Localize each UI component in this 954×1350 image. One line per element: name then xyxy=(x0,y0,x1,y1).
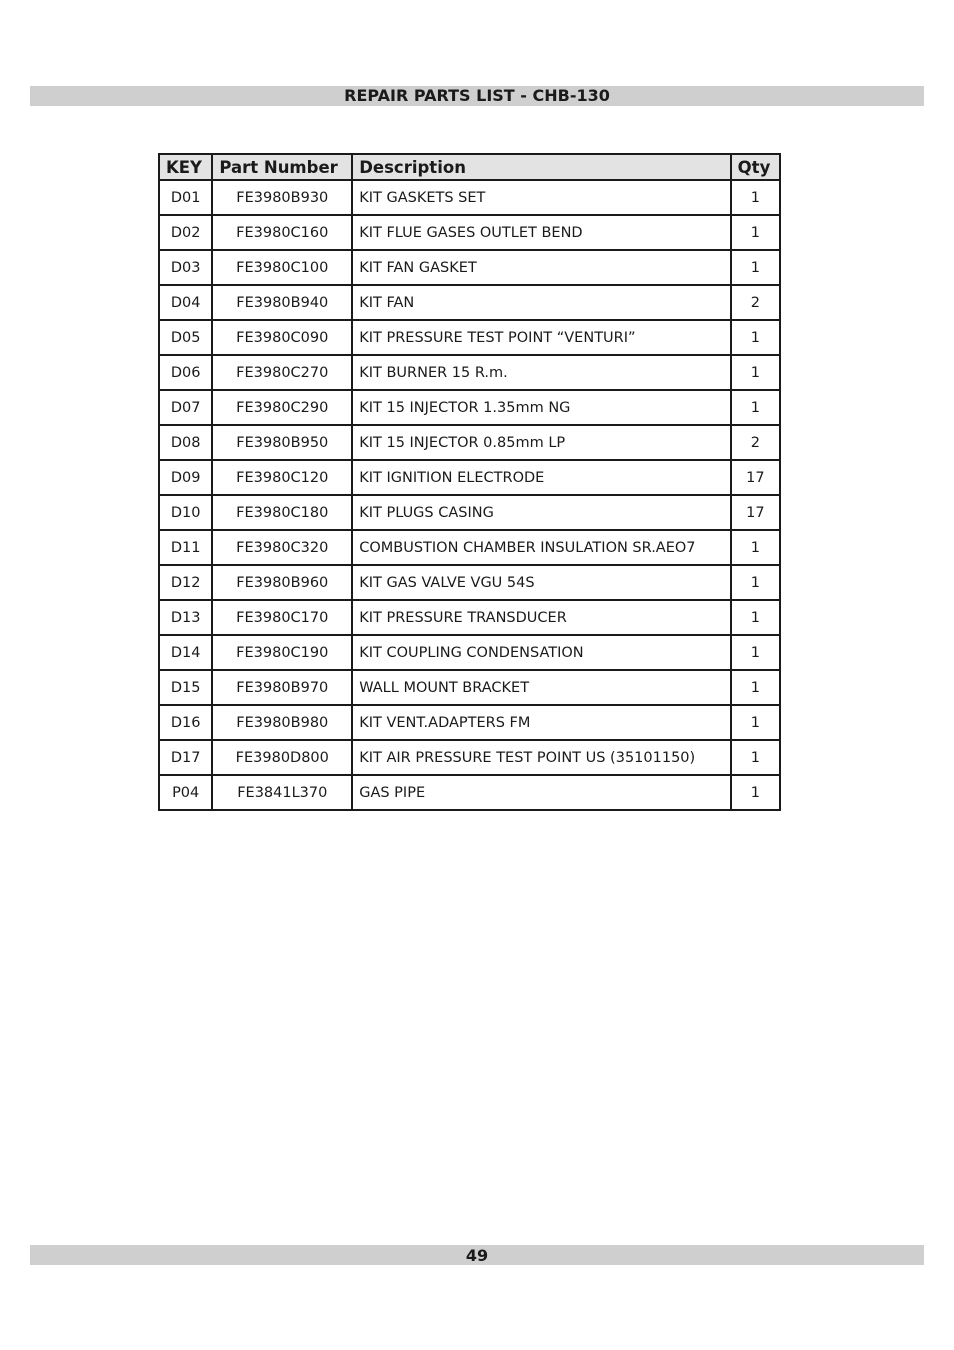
cell-key: D03 xyxy=(159,250,212,285)
table-row xyxy=(159,355,780,390)
cell-part-number: FE3980B970 xyxy=(212,670,352,705)
table-row xyxy=(159,635,780,670)
cell-qty: 2 xyxy=(731,285,780,320)
cell-description: KIT PRESSURE TEST POINT “VENTURI” xyxy=(352,320,730,355)
cell-key: D17 xyxy=(159,740,212,775)
column-header-qty: Qty xyxy=(731,154,780,180)
table-row xyxy=(159,495,780,530)
cell-part-number: FE3980C160 xyxy=(212,215,352,250)
cell-key: P04 xyxy=(159,775,212,810)
cell-part-number: FE3980C270 xyxy=(212,355,352,390)
cell-qty: 1 xyxy=(731,740,780,775)
table-row xyxy=(159,460,780,495)
table-row xyxy=(159,565,780,600)
cell-part-number: FE3980C180 xyxy=(212,495,352,530)
table-body xyxy=(159,180,780,810)
cell-qty: 1 xyxy=(731,670,780,705)
cell-key: D13 xyxy=(159,600,212,635)
cell-qty: 17 xyxy=(731,460,780,495)
cell-part-number: FE3980B930 xyxy=(212,180,352,215)
cell-description: WALL MOUNT BRACKET xyxy=(352,670,730,705)
cell-description: KIT VENT.ADAPTERS FM xyxy=(352,705,730,740)
cell-part-number: FE3841L370 xyxy=(212,775,352,810)
cell-description: KIT 15 INJECTOR 1.35mm NG xyxy=(352,390,730,425)
table-row xyxy=(159,390,780,425)
page-number: 49 xyxy=(30,1245,924,1265)
cell-qty: 1 xyxy=(731,565,780,600)
cell-description: KIT AIR PRESSURE TEST POINT US (35101150) xyxy=(352,740,730,775)
cell-key: D10 xyxy=(159,495,212,530)
column-header-description: Description xyxy=(352,154,730,180)
table-header xyxy=(159,154,780,180)
table-row xyxy=(159,670,780,705)
cell-key: D14 xyxy=(159,635,212,670)
cell-key: D07 xyxy=(159,390,212,425)
table-row xyxy=(159,775,780,810)
cell-description: KIT BURNER 15 R.m. xyxy=(352,355,730,390)
table-row xyxy=(159,740,780,775)
cell-description: KIT PRESSURE TRANSDUCER xyxy=(352,600,730,635)
table-header-row xyxy=(159,154,780,180)
cell-key: D04 xyxy=(159,285,212,320)
table-row xyxy=(159,705,780,740)
cell-description: KIT GAS VALVE VGU 54S xyxy=(352,565,730,600)
cell-key: D06 xyxy=(159,355,212,390)
cell-description: KIT FAN xyxy=(352,285,730,320)
cell-description: KIT PLUGS CASING xyxy=(352,495,730,530)
cell-key: D11 xyxy=(159,530,212,565)
cell-part-number: FE3980C290 xyxy=(212,390,352,425)
cell-part-number: FE3980D800 xyxy=(212,740,352,775)
cell-qty: 17 xyxy=(731,495,780,530)
cell-part-number: FE3980B960 xyxy=(212,565,352,600)
cell-key: D08 xyxy=(159,425,212,460)
cell-description: KIT FLUE GASES OUTLET BEND xyxy=(352,215,730,250)
cell-part-number: FE3980C090 xyxy=(212,320,352,355)
cell-description: GAS PIPE xyxy=(352,775,730,810)
table-row xyxy=(159,180,780,215)
cell-qty: 1 xyxy=(731,180,780,215)
cell-key: D05 xyxy=(159,320,212,355)
cell-description: KIT 15 INJECTOR 0.85mm LP xyxy=(352,425,730,460)
cell-key: D01 xyxy=(159,180,212,215)
cell-key: D15 xyxy=(159,670,212,705)
cell-key: D16 xyxy=(159,705,212,740)
cell-qty: 1 xyxy=(731,320,780,355)
cell-qty: 1 xyxy=(731,635,780,670)
cell-description: KIT GASKETS SET xyxy=(352,180,730,215)
table-row xyxy=(159,425,780,460)
cell-qty: 1 xyxy=(731,775,780,810)
cell-qty: 1 xyxy=(731,530,780,565)
cell-part-number: FE3980C170 xyxy=(212,600,352,635)
cell-description: KIT COUPLING CONDENSATION xyxy=(352,635,730,670)
cell-qty: 2 xyxy=(731,425,780,460)
cell-qty: 1 xyxy=(731,390,780,425)
cell-qty: 1 xyxy=(731,355,780,390)
cell-part-number: FE3980B980 xyxy=(212,705,352,740)
table-row xyxy=(159,600,780,635)
cell-description: KIT FAN GASKET xyxy=(352,250,730,285)
cell-description: COMBUSTION CHAMBER INSULATION SR.AEO7 xyxy=(352,530,730,565)
cell-part-number: FE3980C120 xyxy=(212,460,352,495)
column-header-part-number: Part Number xyxy=(212,154,352,180)
cell-qty: 1 xyxy=(731,705,780,740)
page-title: REPAIR PARTS LIST - CHB-130 xyxy=(30,86,924,106)
table-row xyxy=(159,250,780,285)
cell-part-number: FE3980C320 xyxy=(212,530,352,565)
table-row xyxy=(159,215,780,250)
cell-qty: 1 xyxy=(731,600,780,635)
cell-key: D09 xyxy=(159,460,212,495)
cell-qty: 1 xyxy=(731,215,780,250)
table-row xyxy=(159,320,780,355)
repair-parts-table xyxy=(158,153,781,811)
cell-part-number: FE3980C190 xyxy=(212,635,352,670)
cell-qty: 1 xyxy=(731,250,780,285)
table-row xyxy=(159,285,780,320)
cell-description: KIT IGNITION ELECTRODE xyxy=(352,460,730,495)
table-row xyxy=(159,530,780,565)
cell-key: D02 xyxy=(159,215,212,250)
cell-part-number: FE3980B940 xyxy=(212,285,352,320)
column-header-key: KEY xyxy=(159,154,212,180)
cell-part-number: FE3980B950 xyxy=(212,425,352,460)
cell-part-number: FE3980C100 xyxy=(212,250,352,285)
cell-key: D12 xyxy=(159,565,212,600)
